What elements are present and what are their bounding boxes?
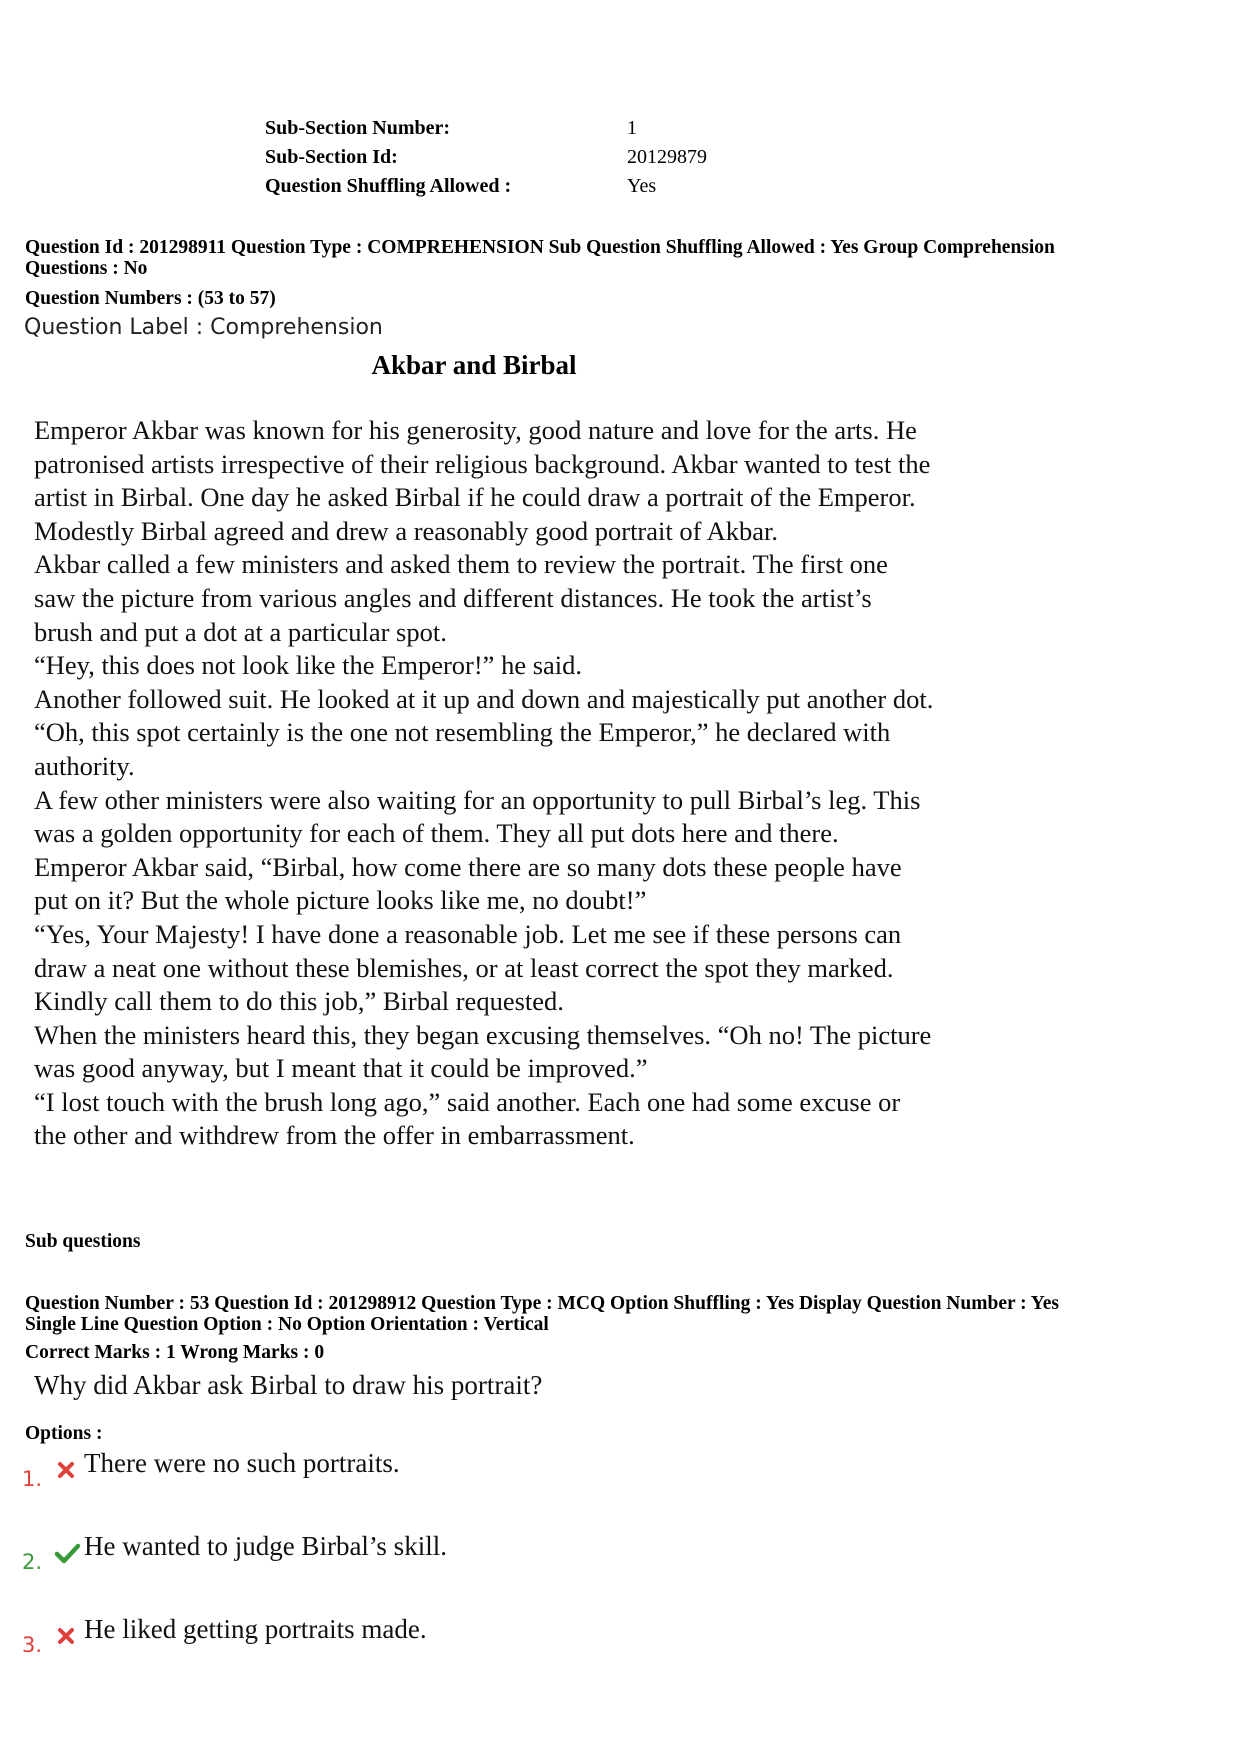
option-2[interactable] <box>22 1531 447 1574</box>
options-label: Options : <box>25 1423 103 1444</box>
comprehension-info-line2: Questions : No <box>25 258 148 279</box>
question-text: Why did Akbar ask Birbal to draw his portrait? <box>34 1370 543 1400</box>
meta-value: 1 <box>627 117 637 139</box>
passage-paragraph: Another followed suit. He looked at it up and down and majestically put another dot. “Oh, this spot certainly is the one not resembling the Emperor,” he declared with authority. <box>34 683 934 781</box>
passage-paragraph: Emperor Akbar said, “Birbal, how come there are so many dots these people have put on it? But the whole picture looks like me, no doubt!” <box>34 851 902 916</box>
passage-paragraph: “Hey, this does not look like the Emperor!” he said. <box>34 650 583 681</box>
passage-paragraph: Emperor Akbar was known for his generosity, good nature and love for the arts. He patronised artists irrespective of their religious background. Akbar wanted to test the artist in Birbal. One day he asked Birbal if he could draw a portrait of the Emperor. Modestly Birbal agreed and drew a reasonably good portrait of Akbar. <box>34 415 931 546</box>
meta-label: Question Shuffling Allowed : <box>265 175 512 197</box>
option-1[interactable] <box>22 1448 400 1491</box>
meta-row <box>265 172 707 201</box>
cross-icon <box>52 1455 82 1485</box>
check-icon <box>52 1538 82 1568</box>
option-text: There were no such portraits. <box>84 1448 400 1478</box>
subsection-meta <box>265 114 707 201</box>
passage-paragraph: A few other ministers were also waiting for an opportunity to pull Birbal’s leg. This was a golden opportunity for each of them. They all put dots here and there. <box>34 784 921 849</box>
cross-icon <box>52 1621 82 1651</box>
question-info-line1: Question Number : 53 Question Id : 201298912 Question Type : MCQ Option Shuffling : Yes Display Question Number : Yes <box>25 1293 1059 1314</box>
question-info-line2: Single Line Question Option : No Option Orientation : Vertical <box>25 1314 549 1335</box>
meta-value: Yes <box>627 175 657 197</box>
meta-row <box>265 143 707 172</box>
passage-title: Akbar and Birbal <box>371 350 577 380</box>
option-3[interactable] <box>22 1614 427 1657</box>
question-marks: Correct Marks : 1 Wrong Marks : 0 <box>25 1342 325 1363</box>
passage-paragraph: When the ministers heard this, they began excusing themselves. “Oh no! The picture was good anyway, but I meant that it could be improved.” <box>34 1019 932 1084</box>
question-info <box>25 1293 1205 1335</box>
question-numbers: Question Numbers : (53 to 57) <box>25 288 276 309</box>
option-text: He wanted to judge Birbal’s skill. <box>84 1531 447 1561</box>
passage-paragraph: “Yes, Your Majesty! I have done a reasonable job. Let me see if these persons can draw a neat one without these blemishes, or at least correct the spot they marked. Kindly call them to do this job,” Birbal requested. <box>34 918 902 1017</box>
question-label: Question Label : Comprehension <box>24 315 383 340</box>
comprehension-info <box>25 237 1205 279</box>
option-number: 3. <box>22 1633 43 1657</box>
meta-row <box>265 114 707 143</box>
option-text: He liked getting portraits made. <box>84 1614 427 1644</box>
option-number: 1. <box>22 1467 43 1491</box>
passage <box>34 414 934 1153</box>
meta-label: Sub-Section Number: <box>265 117 451 139</box>
meta-value: 20129879 <box>627 146 707 168</box>
meta-label: Sub-Section Id: <box>265 146 398 168</box>
option-number: 2. <box>22 1550 43 1574</box>
passage-paragraph: “I lost touch with the brush long ago,” said another. Each one had some excuse or the other and withdrew from the offer in embarrassment. <box>34 1086 901 1151</box>
comprehension-info-line1: Question Id : 201298911 Question Type : COMPREHENSION Sub Question Shuffling Allowed : Yes Group Comprehension <box>25 237 1055 258</box>
sub-questions-label: Sub questions <box>25 1231 141 1252</box>
passage-paragraph: Akbar called a few ministers and asked them to review the portrait. The first one saw the picture from various angles and different distances. He took the artist’s brush and put a dot at a particular spot. <box>34 549 888 647</box>
